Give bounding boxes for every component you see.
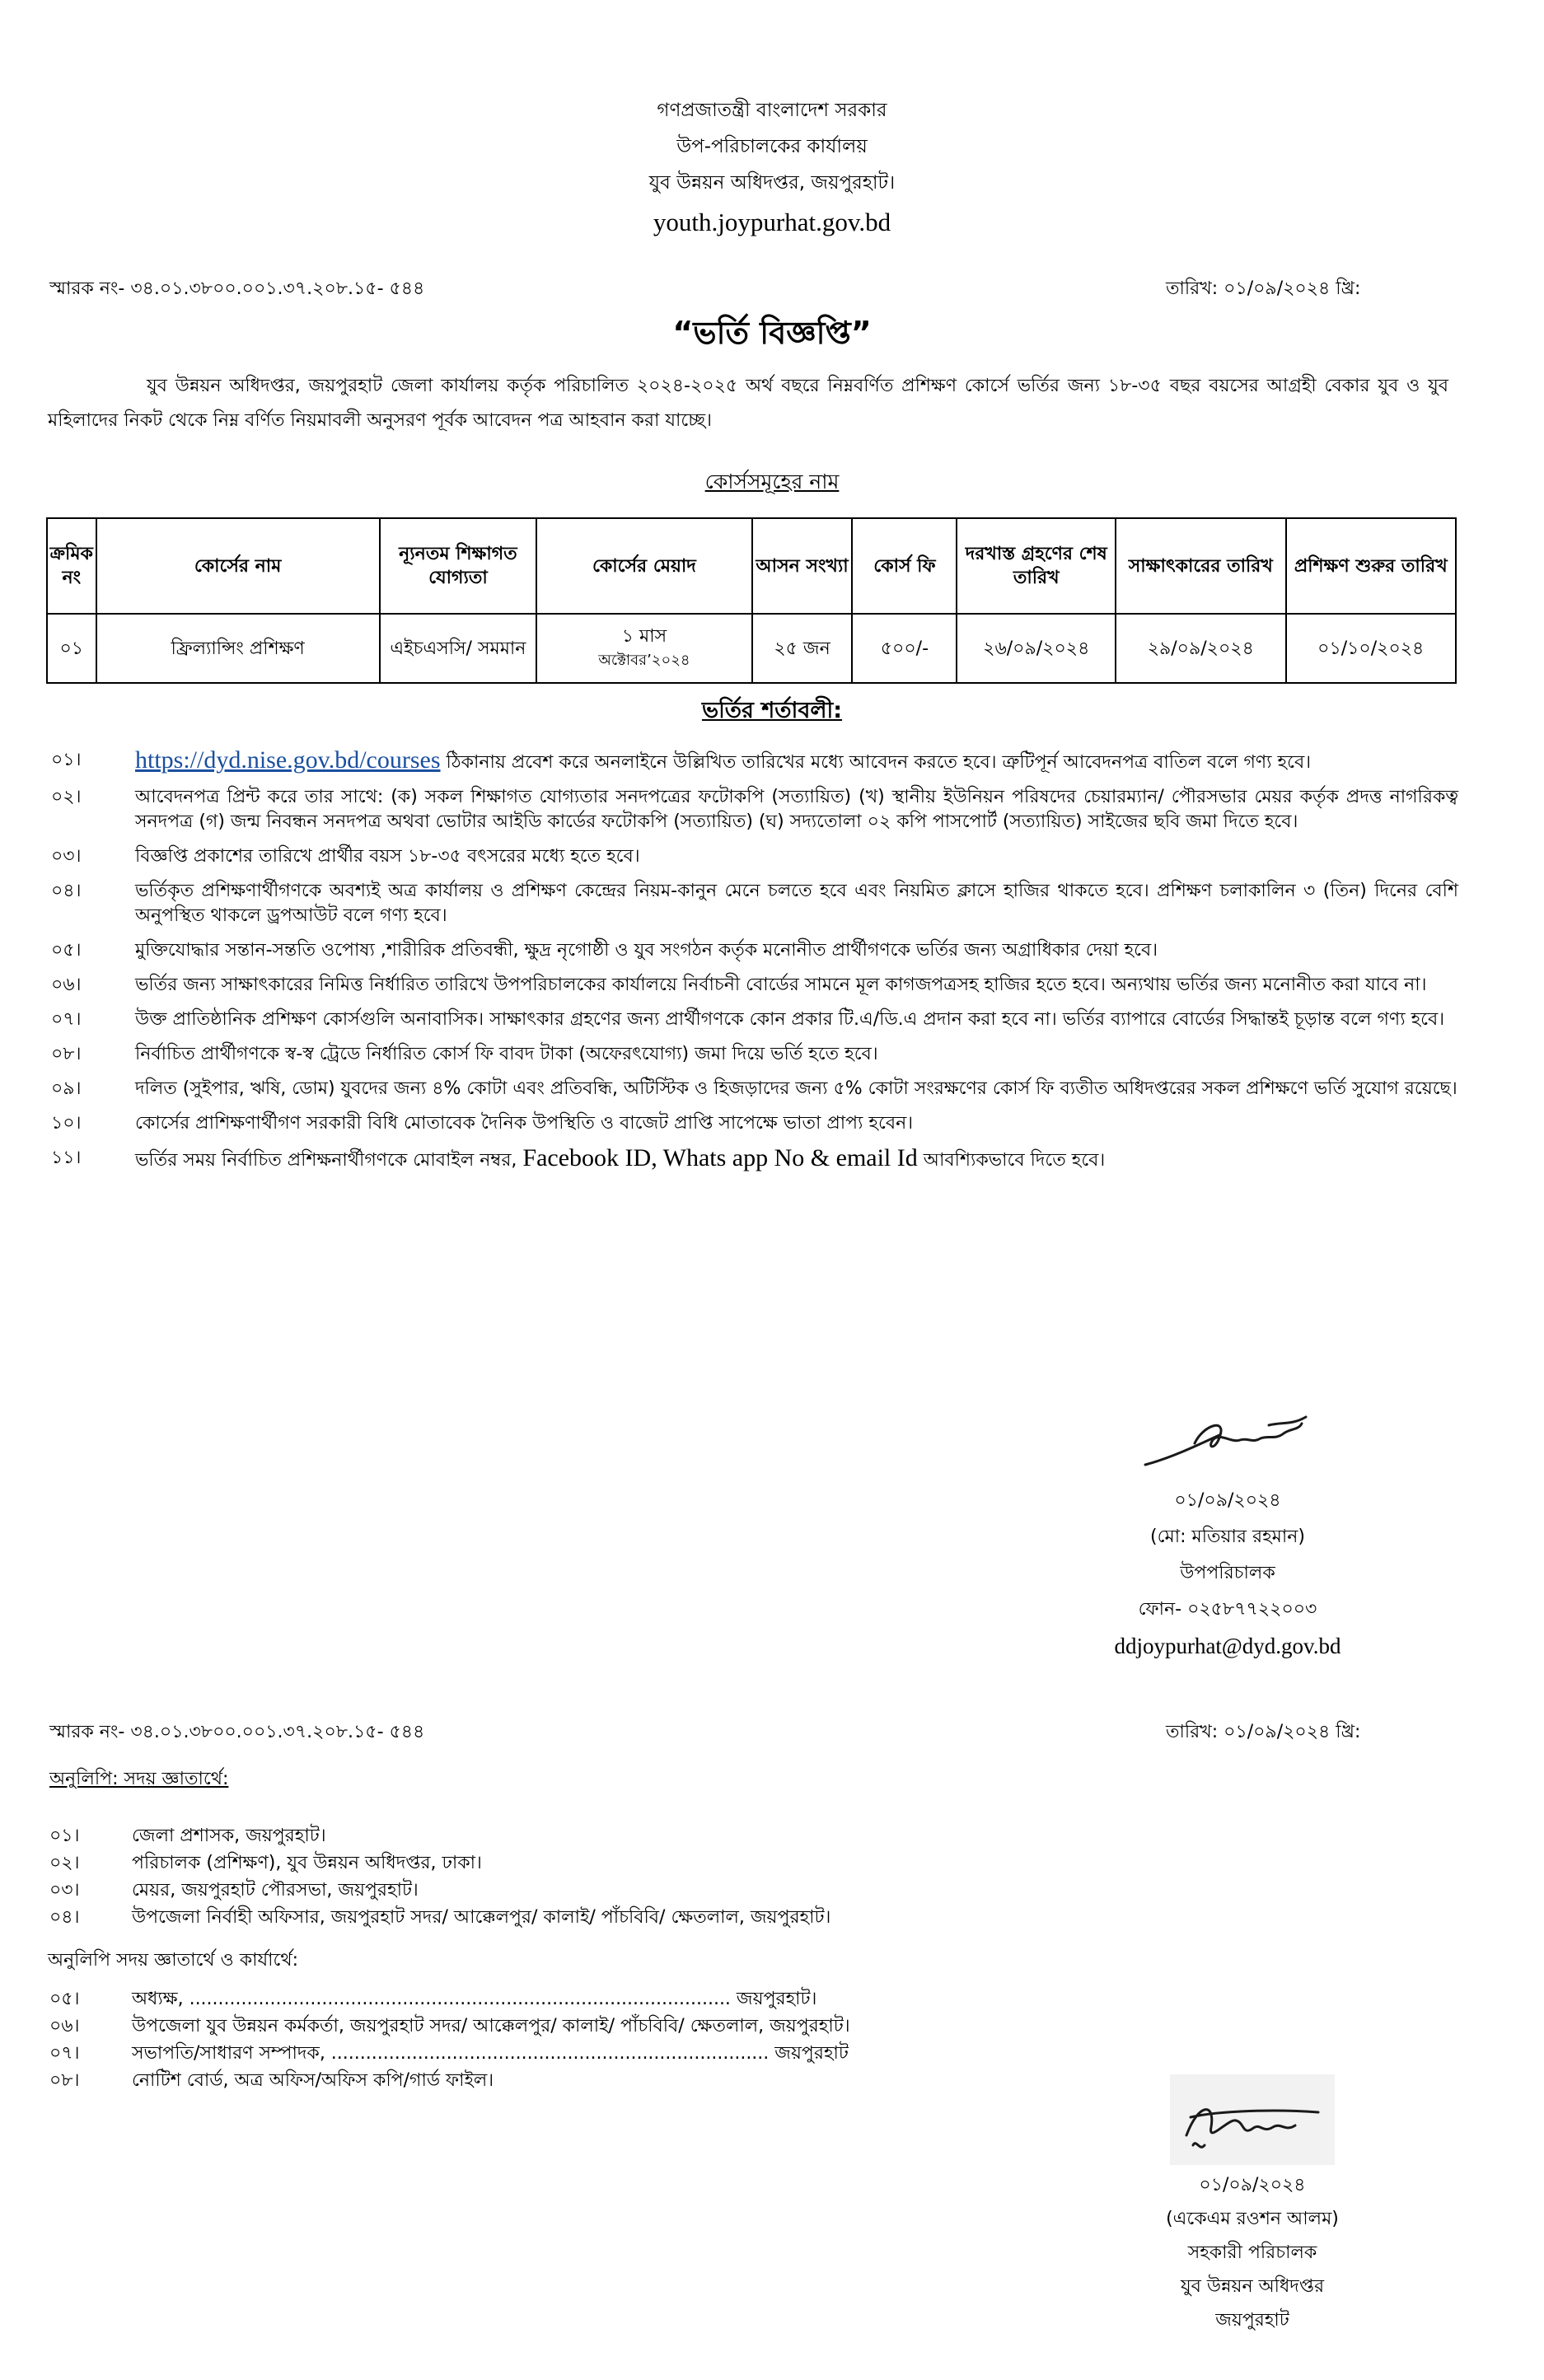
list-item xyxy=(49,2013,1203,2040)
item-number: ০১। xyxy=(49,1826,80,1846)
col-course-name: কোর্সের নাম xyxy=(96,518,380,614)
list-item xyxy=(49,2067,1203,2094)
signatory-name: (একেএম রওশন আলম) xyxy=(1166,2209,1339,2229)
office-header xyxy=(0,92,1544,241)
col-start: প্রশিক্ষণ শুরুর তারিখ xyxy=(1286,518,1457,614)
item-text: অধ্যক্ষ, .............................................................................................. জয়পুরহাট। xyxy=(132,1989,817,2009)
item-text: উপজেলা নির্বাহী অফিসার, জয়পুরহাট সদর/ আক্কেলপুর/ কালাই/ পাঁচবিবি/ ক্ষেতলাল, জয়পুরহাট। xyxy=(132,1907,831,1928)
item-number: ০৫। xyxy=(51,940,82,961)
item-number: ০৬। xyxy=(51,975,82,995)
courses-heading xyxy=(0,465,1544,501)
item-text: ভর্তির জন্য সাক্ষাৎকারের নিমিত্ত নির্ধারিত তারিখে উপপরিচালকের কার্যালয়ে নির্বাচনী বোর্ডের সামনে মূল কাগজপত্রসহ হাজির হতে হবে। অন্যথায় ভর্তির জন্য মনোনীত করা যাবে না। xyxy=(135,975,1427,995)
item-text: দলিত (সুইপার, ঋষি, ডোম) যুবদের জন্য ৪% কোটা এবং প্রতিবন্ধি, অটিস্টিক ও হিজড়াদের জন্য ৫% কোটা সংরক্ষণের কোর্স ফি ব্যতীত অধিদপ্তরের সকল প্রশিক্ষণে ভর্তি সুযোগ রয়েছে। xyxy=(135,1078,1457,1099)
intro-paragraph xyxy=(48,369,1448,438)
signature-image xyxy=(1137,1392,1318,1483)
copy-heading xyxy=(49,1765,228,1795)
copy-heading-2 xyxy=(48,1946,298,1976)
cell-interview: ২৯/০৯/২০২৪ xyxy=(1116,614,1285,683)
signature-date: ০১/০৯/২০২৪ xyxy=(1199,2175,1306,2195)
item-number: ০৩। xyxy=(51,846,82,867)
list-item xyxy=(48,785,1458,835)
memo-date-2: তারিখ: ০১/০৯/২০২৪ খ্রি: xyxy=(1166,1722,1361,1742)
list-item xyxy=(48,844,1458,869)
item-text xyxy=(135,1146,1458,1173)
courses-heading-text: কোর্সসমূহের নাম xyxy=(704,470,840,493)
notice-title: “ভর্তি বিজ্ঞপ্তি” xyxy=(672,315,872,351)
list-item xyxy=(49,1985,1203,2013)
item-text: নির্বাচিত প্রার্থীগণকে স্ব-স্ব ট্রেডে নির্ধারিত কোর্স ফি বাবদ টাকা (অফেরৎযোগ্য) জমা দিয়ে ভর্তি হতে হবে। xyxy=(135,1044,878,1064)
copy-heading-text: অনুলিপি: সদয় জ্ঞাতার্থে: xyxy=(49,1769,229,1789)
list-item xyxy=(48,879,1458,928)
item-text-tail: আবশ্যিকভাবে দিতে হবে। xyxy=(917,1150,1106,1171)
item-text-body: ভর্তির সময় নির্বাচিত প্রশিক্ষনার্থীগণকে মোবাইল নম্বর, xyxy=(135,1150,523,1171)
memo-date: তারিখ: ০১/০৯/২০২৪ খ্রি: xyxy=(1166,278,1361,299)
cell-deadline: ২৬/০৯/২০২৪ xyxy=(957,614,1116,683)
list-item xyxy=(48,748,1458,775)
conditions-heading-text: ভর্তির শর্তাবলী: xyxy=(701,698,843,723)
courses-link[interactable]: https://dyd.nise.gov.bd/courses xyxy=(135,746,441,774)
cell-serial: ০১ xyxy=(47,614,96,683)
item-number: ০৪। xyxy=(51,881,82,901)
item-text: উক্ত প্রাতিষ্ঠানিক প্রশিক্ষণ কোর্সগুলি অনাবাসিক। সাক্ষাৎকার গ্রহণের জন্য প্রার্থীগণকে কোন প্রকার টি.এ/ডি.এ প্রদান করা হবে না। ভর্তির ব্যাপারে বোর্ডের সিদ্ধান্তই চূড়ান্ত বলে গণ্য হবে। xyxy=(135,1009,1445,1030)
list-item xyxy=(48,1146,1458,1173)
department-name: যুব উন্নয়ন অধিদপ্তর, জয়পুরহাট। xyxy=(648,172,896,194)
item-text: সভাপতি/সাধারণ সম্পাদক, ............................................................................ জয়পুরহাট xyxy=(132,2043,849,2064)
contact-fields-text: Facebook ID, Whats app No & email Id xyxy=(522,1144,918,1171)
cell-course-name: ফ্রিল্যান্সিং প্রশিক্ষণ xyxy=(96,614,380,683)
list-item xyxy=(48,1042,1458,1067)
col-interview: সাক্ষাৎকারের তারিখ xyxy=(1116,518,1285,614)
list-item xyxy=(48,938,1458,963)
item-number: ০৭। xyxy=(51,1009,82,1030)
item-text: উপজেলা যুব উন্নয়ন কর্মকর্তা, জয়পুরহাট সদর/ আক্কেলপুর/ কালাই/ পাঁচবিবি/ ক্ষেতলাল, জয়পুরহাট। xyxy=(132,2016,850,2036)
col-seats: আসন সংখ্যা xyxy=(752,518,853,614)
copy-list-2 xyxy=(49,1985,1203,2094)
col-qualification: ন্যূনতম শিক্ষাগত যোগ্যতা xyxy=(380,518,537,614)
copy-heading-2-text: অনুলিপি সদয় জ্ঞাতার্থে ও কার্যার্থে: xyxy=(48,1950,299,1971)
item-number: ১০। xyxy=(51,1113,82,1134)
signature-image xyxy=(1153,2069,1351,2168)
list-item xyxy=(49,2040,1203,2067)
list-item xyxy=(49,1877,1203,1904)
signature-block-assistant-director xyxy=(1088,2069,1417,2337)
govt-name: গণপ্রজাতন্ত্রী বাংলাদেশ সরকার xyxy=(657,100,887,121)
item-text: ভর্তিকৃত প্রশিক্ষণার্থীগণকে অবশ্যই অত্র কার্যালয় ও প্রশিক্ষণ কেন্দ্রের নিয়ম-কানুন মেনে চলতে হবে এবং নিয়মিত ক্লাসে হাজির থাকতে হবে। প্রশিক্ষণ চলাকালিন ৩ (তিন) দিনের বেশি অনুপস্থিত থাকলে ড্রপআউট বলে গণ্য হবে। xyxy=(135,881,1458,926)
cell-seats: ২৫ জন xyxy=(752,614,853,683)
website-text: youth.joypurhat.gov.bd xyxy=(653,208,891,236)
list-item xyxy=(49,1822,1203,1849)
item-number: ০৩। xyxy=(49,1880,80,1901)
item-text: পরিচালক (প্রশিক্ষণ), যুব উন্নয়ন অধিদপ্তর, ঢাকা। xyxy=(132,1853,482,1873)
item-text: নোটিশ বোর্ড, অত্র অফিস/অফিস কপি/গার্ড ফাইল। xyxy=(132,2070,494,2091)
memo-number: স্মারক নং- ৩৪.০১.৩৮০০.০০১.৩৭.২০৮.১৫- ৫৪৪ xyxy=(49,278,425,299)
duration-value: ১ মাস xyxy=(621,626,667,647)
signatory-place: জয়পুরহাট xyxy=(1215,2310,1289,2331)
item-text-body: ঠিকানায় প্রবেশ করে অনলাইনে উল্লিখিত তারিখের মধ্যে আবেদন করতে হবে। ত্রুটিপূর্ন আবেদনপত্র বাতিল বলে গণ্য হবে। xyxy=(440,752,1312,773)
table-header-row xyxy=(47,518,1456,614)
signature-date: ০১/০৯/২০২৪ xyxy=(1174,1490,1281,1511)
item-number: ০৭। xyxy=(49,2043,80,2064)
item-text: কোর্সের প্রাশিক্ষণার্থীগণ সরকারী বিধি মোতাবেক দৈনিক উপস্থিতি ও বাজেট প্রাপ্তি সাপেক্ষে ভাতা প্রাপ্য হবেন। xyxy=(135,1113,914,1134)
conditions-heading xyxy=(0,694,1544,731)
courses-table xyxy=(46,517,1457,684)
col-duration: কোর্সের মেয়াদ xyxy=(536,518,751,614)
cell-qualification: এইচএসসি/ সমমান xyxy=(380,614,537,683)
conditions-list xyxy=(48,748,1458,1183)
cell-start: ০১/১০/২০২৪ xyxy=(1286,614,1457,683)
item-text: আবেদনপত্র প্রিন্ট করে তার সাথে: (ক) সকল শিক্ষাগত যোগ্যতার সনদপত্রের ফটোকপি (সত্যায়িত) (খ) স্থানীয় ইউনিয়ন পরিষদের চেয়ারম্যান/ পৌরসভার মেয়র কর্তৃক প্রদত্ত নাগরিকত্ব সনদপত্র (গ) জন্ম নিবন্ধন সনদপত্র অথবা ভোটার আইডি কার্ডের ফটোকপি (সত্যায়িত) (ঘ) সদ্যতোলা ০২ কপি পাসপোর্ট (সত্যায়িত) সাইজের ছবি জমা দিতে হবে। xyxy=(135,787,1458,832)
item-text: মুক্তিযোদ্ধার সন্তান-সন্ততি ওপোষ্য ,শারীরিক প্রতিবন্ধী, ক্ষুদ্র নৃগোষ্ঠী ও যুব সংগঠন কর্তৃক মনোনীত প্রার্থীগণকে ভর্তির জন্য অগ্রাধিকার দেয়া হবে। xyxy=(135,940,1158,961)
item-number: ০৯। xyxy=(51,1078,82,1099)
signature-block-deputy-director xyxy=(1038,1392,1417,1664)
signatory-email: ddjoypurhat@dyd.gov.bd xyxy=(1114,1634,1341,1658)
signatory-designation: সহকারী পরিচালক xyxy=(1187,2242,1317,2263)
office-name: উপ-পরিচালকের কার্যালয় xyxy=(676,136,868,157)
item-number: ০২। xyxy=(49,1853,80,1873)
copy-list-1 xyxy=(49,1822,1203,1931)
item-number: ০১। xyxy=(51,750,82,770)
cell-duration xyxy=(536,614,751,683)
signatory-office: যুব উন্নয়ন অধিদপ্তর xyxy=(1180,2276,1325,2297)
item-number: ০২। xyxy=(51,787,82,807)
list-item xyxy=(49,1849,1203,1877)
list-item xyxy=(48,973,1458,998)
cell-fee: ৫০০/- xyxy=(852,614,957,683)
item-text: মেয়র, জয়পুরহাট পৌরসভা, জয়পুরহাট। xyxy=(132,1880,419,1901)
item-text: বিজ্ঞপ্তি প্রকাশের তারিখে প্রার্থীর বয়স ১৮-৩৫ বৎসরের মধ্যে হতে হবে। xyxy=(135,846,640,867)
list-item xyxy=(48,1111,1458,1136)
item-number: ১১। xyxy=(51,1148,82,1168)
list-item xyxy=(48,1077,1458,1101)
table-row xyxy=(47,614,1456,683)
item-number: ০৫। xyxy=(49,1989,80,2009)
intro-text: যুব উন্নয়ন অধিদপ্তর, জয়পুরহাট জেলা কার্যালয় কর্তৃক পরিচালিত ২০২৪-২০২৫ অর্থ বছরে নিম্নবর্ণিত প্রশিক্ষণ কোর্সে ভর্তির জন্য ১৮-৩৫ বছর বয়সের আগ্রহী বেকার যুব ও যুব মহিলাদের নিকট থেকে নিম্ন বর্ণিত নিয়মাবলী অনুসরণ পূর্বক আবেদন পত্র আহবান করা যাচ্ছে। xyxy=(48,376,1448,431)
duration-month: অক্টোবর’২০২৪ xyxy=(598,652,690,669)
col-fee: কোর্স ফি xyxy=(852,518,957,614)
item-number: ০৬। xyxy=(49,2016,80,2036)
signatory-phone: ফোন- ০২৫৮৭৭২২০০৩ xyxy=(1138,1599,1317,1620)
item-number: ০৮। xyxy=(51,1044,82,1064)
item-number: ০৪। xyxy=(49,1907,80,1928)
col-deadline: দরখাস্ত গ্রহণের শেষ তারিখ xyxy=(957,518,1116,614)
col-serial: ক্রমিক নং xyxy=(47,518,96,614)
list-item xyxy=(48,1008,1458,1032)
signatory-name: (মো: মতিয়ার রহমান) xyxy=(1150,1527,1305,1547)
item-text: জেলা প্রশাসক, জয়পুরহাট। xyxy=(132,1826,326,1846)
signatory-designation: উপপরিচালক xyxy=(1180,1563,1275,1583)
item-number: ০৮। xyxy=(49,2070,80,2091)
list-item xyxy=(49,1904,1203,1931)
memo-number-2: স্মারক নং- ৩৪.০১.৩৮০০.০০১.৩৭.২০৮.১৫- ৫৪৪ xyxy=(49,1722,425,1742)
item-text xyxy=(135,748,1458,775)
